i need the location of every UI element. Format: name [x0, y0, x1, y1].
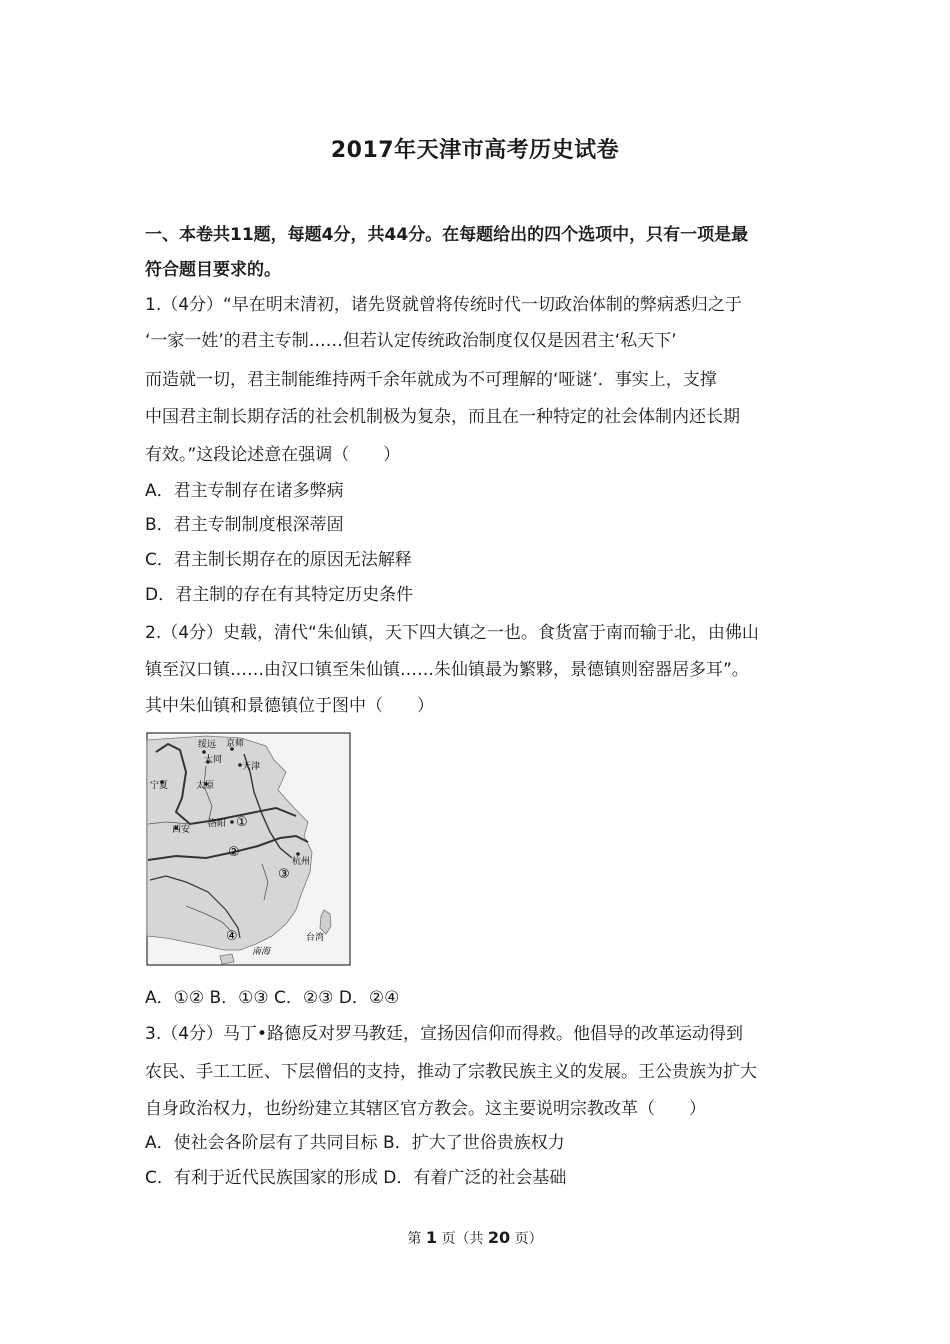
- q1-stem-line: ‘一家一姓’的君主专制……但若认定传统政治制度仅仅是因君主‘私天下’: [145, 331, 677, 351]
- map-label-jingshi: 京师: [226, 739, 245, 749]
- city-dot-suiyuan: [202, 750, 206, 754]
- map-label-datong: 大同: [204, 755, 223, 765]
- q2-stem-line: 2.（4分）史载，清代“朱仙镇，天下四大镇之一也。食货富于南而输于北，由佛山: [145, 623, 759, 643]
- map-marker-4: ④: [226, 929, 238, 944]
- footer-total-pages: 20: [487, 1228, 511, 1247]
- footer-middle: 页（共: [441, 1231, 484, 1247]
- footer-prefix: 第: [407, 1231, 422, 1247]
- footer-suffix: 页）: [514, 1231, 543, 1247]
- q3-stem-line: 自身政治权力，也纷纷建立其辖区官方教会。这主要说明宗教改革（ ）: [145, 1099, 706, 1119]
- map-label-suiyuan: 绥远: [198, 740, 217, 750]
- city-dot-luoyang: [230, 820, 234, 824]
- q1-stem-line: 1.（4分）“早在明末清初，诸先贤就曾将传统时代一切政治体制的弊病悉归之于: [145, 295, 742, 315]
- section-heading-line-2: 符合题目要求的。: [145, 260, 281, 280]
- q2-options: A．①② B．①③ C．②③ D．②④: [145, 988, 400, 1008]
- qing-dynasty-map: [146, 732, 351, 966]
- map-label-hangzhou: 杭州: [292, 857, 311, 867]
- q3-options-line-2: C．有利于近代民族国家的形成 D．有着广泛的社会基础: [145, 1168, 567, 1188]
- map-label-tianjin: 天津: [242, 762, 261, 772]
- q1-stem-line: 中国君主制长期存活的社会机制极为复杂，而且在一种特定的社会体制内还长期: [145, 407, 740, 427]
- q1-stem-line: 而造就一切，君主制能维持两千余年就成为不可理解的‘哑谜’．事实上，支撑: [145, 370, 717, 390]
- q3-stem-line: 农民、手工工匠、下层僧侣的支持，推动了宗教民族主义的发展。王公贵族为扩大: [145, 1062, 757, 1082]
- page-footer: [0, 1228, 950, 1248]
- q1-option-c: C．君主制长期存在的原因无法解释: [145, 550, 412, 570]
- q2-stem-line: 其中朱仙镇和景德镇位于图中（ ）: [145, 696, 434, 716]
- map-marker-2: ②: [228, 845, 240, 860]
- map-label-xian: 西安: [172, 825, 191, 835]
- map-marker-1: ①: [236, 815, 248, 830]
- hainan-island: [220, 954, 234, 964]
- city-dot-hangzhou: [296, 852, 300, 856]
- map-label-taiwan: 台湾: [306, 933, 325, 943]
- q3-stem-line: 3.（4分）马丁•路德反对罗马教廷，宣扬因信仰而得救。他倡导的改革运动得到: [145, 1024, 744, 1044]
- q3-options-line-1: A．使社会各阶层有了共同目标 B．扩大了世俗贵族权力: [145, 1133, 565, 1153]
- section-heading-line-1: 一、本卷共11题，每题4分，共44分。在每题给出的四个选项中，只有一项是最: [145, 225, 749, 245]
- q2-stem-line: 镇至汉口镇……由汉口镇至朱仙镇……朱仙镇最为繁夥，景德镇则窑器居多耳”。: [145, 660, 749, 680]
- q1-stem-line: 有效。”这段论述意在强调（ ）: [145, 445, 401, 465]
- page-title: 2017年天津市高考历史试卷: [330, 138, 620, 163]
- q1-option-a: A．君主专制存在诸多弊病: [145, 481, 344, 501]
- map-marker-3: ③: [278, 867, 290, 882]
- footer-page-number: 1: [425, 1228, 437, 1247]
- map-label-luoyang: 洛阳: [208, 819, 227, 829]
- q1-option-d: D．君主制的存在有其特定历史条件: [145, 585, 414, 605]
- q1-option-b: B．君主专制制度根深蒂固: [145, 515, 344, 535]
- map-label-taiyuan: 太原: [196, 781, 215, 791]
- map-label-nanhai: 南海: [252, 947, 271, 957]
- map-label-ningxia: 宁夏: [150, 781, 169, 791]
